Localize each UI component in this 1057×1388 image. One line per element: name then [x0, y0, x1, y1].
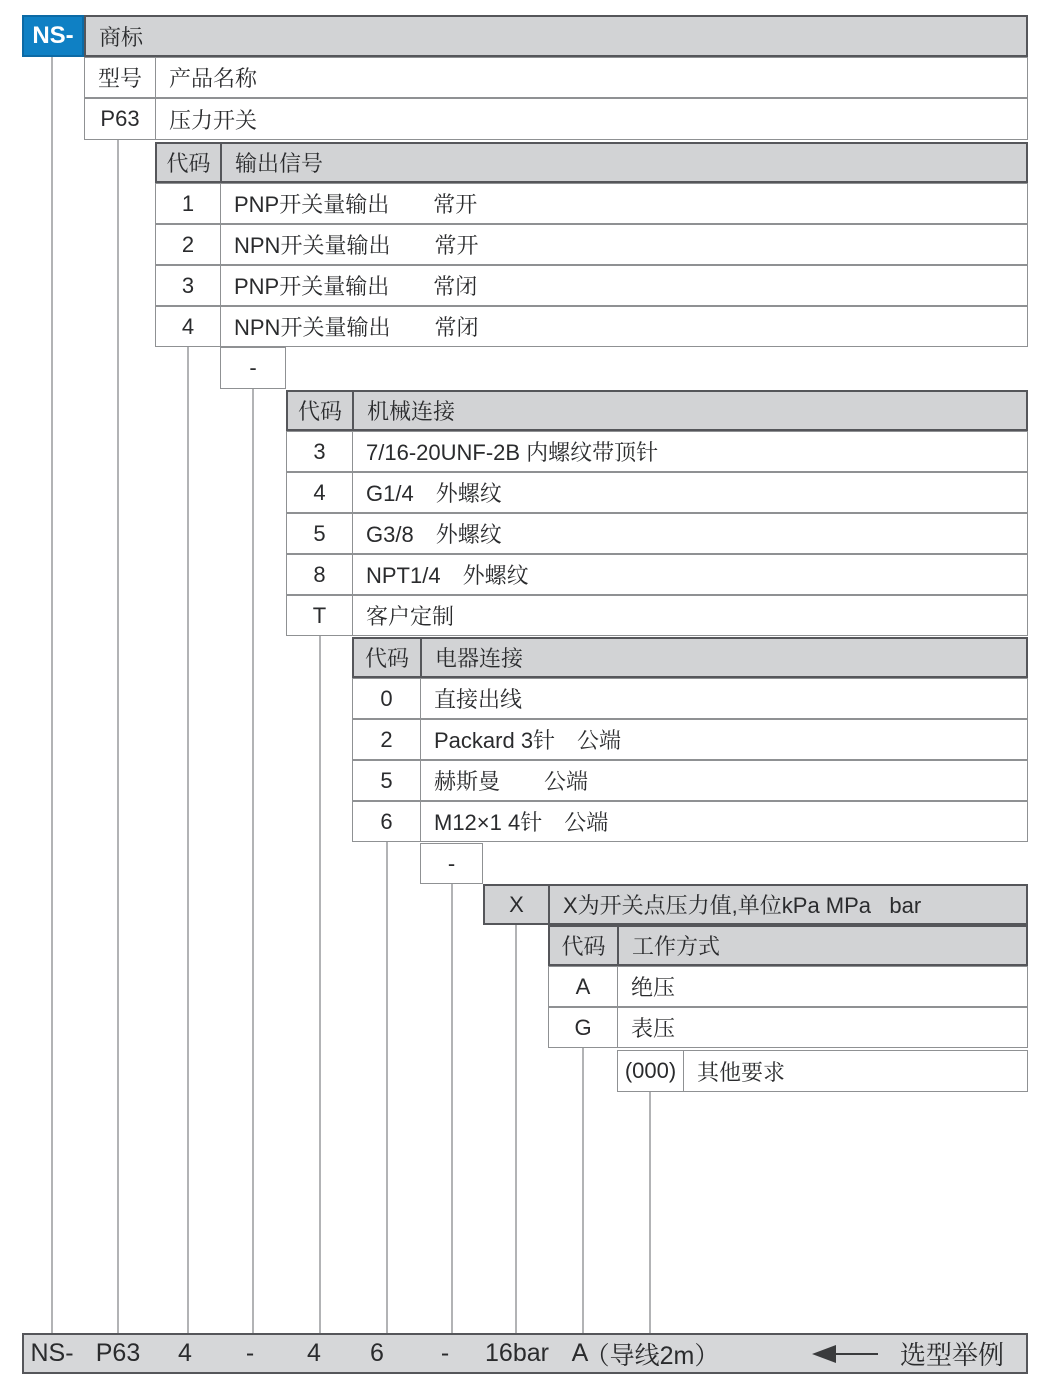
model-col-code: 型号 [85, 58, 156, 97]
label-cell: NPN开关量输出 常开 [234, 233, 479, 258]
example-item-pressure: 16bar [485, 1339, 549, 1367]
connector-line-dash1 [252, 389, 254, 1333]
example-item-brand: NS- [30, 1339, 74, 1367]
label-cell: 客户定制 [366, 604, 455, 629]
code-cell: 2 [353, 720, 421, 759]
working-mode-label-header: 工作方式 [632, 934, 721, 959]
example-item-electrical: 6 [370, 1339, 384, 1367]
label-cell: PNP开关量输出 常闭 [234, 274, 478, 299]
example-label: 选型举例 [899, 1340, 1005, 1370]
working-mode-row [548, 1007, 1028, 1048]
code-cell: 5 [353, 761, 421, 800]
other-requirement-label: 其他要求 [697, 1059, 786, 1085]
output-signal-row [155, 224, 1028, 265]
connector-line-other [649, 1092, 651, 1333]
example-item-mode: A [571, 1339, 589, 1367]
electrical-row [352, 678, 1028, 719]
working-mode-header [548, 925, 1028, 966]
code-cell: 4 [287, 473, 353, 512]
brand-code-cell [22, 15, 84, 57]
model-name: 压力开关 [169, 107, 258, 133]
mechanical-label-header: 机械连接 [367, 399, 456, 424]
electrical-label-header: 电器连接 [435, 646, 524, 671]
electrical-row [352, 801, 1028, 842]
label-cell: 7/16-20UNF-2B 内螺纹带顶针 [366, 440, 659, 465]
code-cell: 2 [156, 225, 221, 264]
model-code: P63 [85, 99, 156, 139]
code-cell: 6 [353, 802, 421, 841]
brand-code: NS- [32, 22, 74, 49]
electrical-header [352, 637, 1028, 678]
electrical-row [352, 760, 1028, 801]
separator-cell-1 [220, 347, 286, 389]
label-cell: 绝压 [631, 975, 676, 1000]
separator-cell-2 [420, 843, 483, 884]
pressure-code: X [485, 886, 550, 923]
pressure-label: X为开关点压力值,单位kPa MPa bar [563, 893, 922, 918]
model-value-row [84, 98, 1028, 140]
label-cell: 表压 [631, 1016, 676, 1041]
code-cell: 3 [287, 432, 353, 471]
brand-row [84, 15, 1028, 57]
code-cell: A [549, 967, 618, 1006]
code-cell: 8 [287, 555, 353, 594]
code-cell: 0 [353, 679, 421, 718]
connector-line-pressure [515, 925, 517, 1333]
connector-line-workmode [582, 1048, 584, 1333]
label-cell: NPT1/4 外螺纹 [366, 563, 529, 588]
example-item-mechanical: 4 [307, 1339, 321, 1367]
output-signal-row [155, 306, 1028, 347]
output-signal-label-header: 输出信号 [235, 151, 324, 176]
label-cell: PNP开关量输出 常开 [234, 192, 478, 217]
example-item-dash2: - [440, 1339, 450, 1367]
mechanical-row [286, 554, 1028, 595]
connector-line-model [117, 140, 119, 1333]
other-requirement-code: (000) [618, 1051, 684, 1091]
code-cell: G [549, 1008, 618, 1047]
label-cell: G1/4 外螺纹 [366, 481, 502, 506]
electrical-row [352, 719, 1028, 760]
working-mode-row [548, 966, 1028, 1007]
mechanical-code-header: 代码 [288, 392, 354, 429]
label-cell: 直接出线 [434, 687, 523, 712]
brand-label: 商标 [99, 24, 144, 50]
mechanical-row [286, 595, 1028, 636]
connector-line-electrical [386, 842, 388, 1333]
label-cell: G3/8 外螺纹 [366, 522, 502, 547]
arrow-shaft [836, 1353, 878, 1355]
arrow-head [812, 1345, 836, 1363]
model-col-name: 产品名称 [169, 66, 258, 91]
label-cell: M12×1 4针 公端 [434, 810, 609, 835]
code-cell: 3 [156, 266, 221, 305]
connector-line-mechanical [319, 636, 321, 1333]
example-item-cable: （导线2m） [584, 1341, 720, 1370]
working-mode-code-header: 代码 [550, 927, 619, 964]
code-cell: 5 [287, 514, 353, 553]
output-signal-header [155, 142, 1028, 183]
connector-line-brand [51, 57, 53, 1333]
connector-line-output [187, 347, 189, 1333]
connector-line-dash2 [451, 884, 453, 1333]
mechanical-header [286, 390, 1028, 431]
example-item-dash1: - [245, 1339, 255, 1367]
example-item-model: P63 [95, 1339, 141, 1367]
left-arrow-icon [812, 1335, 878, 1372]
separator-dash: - [249, 355, 257, 380]
example-item-output: 4 [178, 1339, 192, 1367]
model-header-row [84, 57, 1028, 98]
code-cell: 4 [156, 307, 221, 346]
pressure-row [483, 884, 1028, 925]
mechanical-row [286, 472, 1028, 513]
output-signal-row [155, 183, 1028, 224]
electrical-code-header: 代码 [354, 639, 422, 676]
label-cell: Packard 3针 公端 [434, 728, 622, 753]
code-cell: 1 [156, 184, 221, 223]
mechanical-row [286, 431, 1028, 472]
code-cell: T [287, 596, 353, 635]
separator-dash: - [447, 850, 456, 876]
label-cell: 赫斯曼 公端 [434, 769, 589, 794]
other-requirement-row [617, 1050, 1028, 1092]
label-cell: NPN开关量输出 常闭 [234, 315, 479, 340]
example-row [22, 1333, 1028, 1374]
output-signal-row [155, 265, 1028, 306]
output-signal-code-header: 代码 [157, 144, 222, 181]
mechanical-row [286, 513, 1028, 554]
